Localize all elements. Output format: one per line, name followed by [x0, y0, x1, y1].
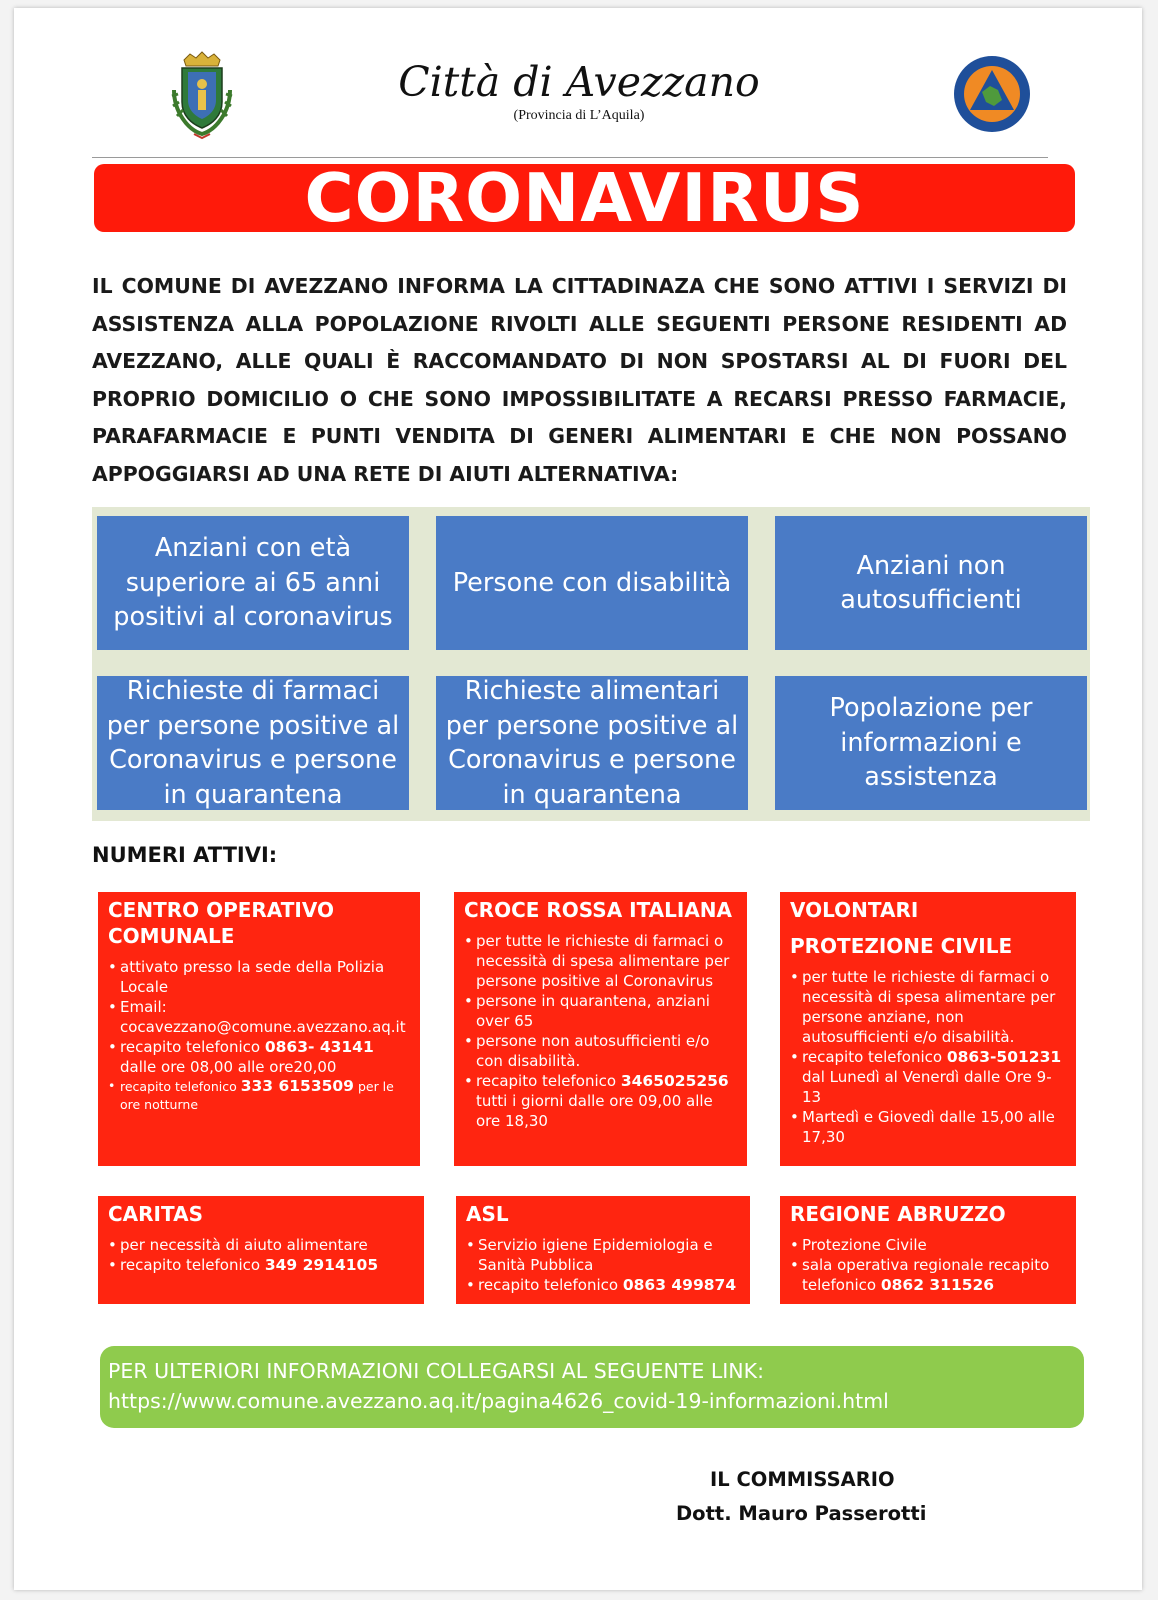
info-text: PER ULTERIORI INFORMAZIONI COLLEGARSI AL SEGUENTE LINK:: [108, 1359, 764, 1383]
category-box: Anziani non autosufficienti: [775, 516, 1087, 650]
contact-item: • Email: cocavezzano@comune.avezzano.aq.it: [108, 997, 412, 1037]
phone-number: 333 6153509: [240, 1077, 354, 1095]
signature-name: Dott. Mauro Passerotti: [676, 1502, 927, 1525]
contact-item: • attivato presso la sede della Polizia Locale: [108, 957, 412, 997]
numbers-heading: NUMERI ATTIVI:: [92, 843, 278, 867]
header-divider: [92, 157, 1048, 158]
signature-role: IL COMMISSARIO: [710, 1468, 895, 1491]
phone-number: 0862 311526: [880, 1276, 995, 1294]
city-title: Città di Avezzano: [398, 58, 760, 106]
phone-number: 349 2914105: [264, 1256, 379, 1274]
contact-title: CROCE ROSSA ITALIANA: [464, 898, 733, 922]
info-link[interactable]: https://www.comune.avezzano.aq.it/pagina4626_covid-19-informazioni.html: [108, 1389, 889, 1413]
contact-title: CARITAS: [108, 1202, 203, 1226]
contact-item: • Servizio igiene Epidemiologia e Sanità Pubblica: [466, 1235, 742, 1275]
intro-paragraph: IL COMUNE DI AVEZZANO INFORMA LA CITTADINAZA CHE SONO ATTIVI I SERVIZI DI ASSISTENZA ALLA POPOLAZIONE RIVOLTI ALLE SEGUENTI PERSONE RESIDENTI AD AVEZZANO, ALLE QUALI È RACCOMANDATO DI NON SPOSTARSI AL DI FUORI DEL PROPRIO DOMICILIO O CHE SONO IMPOSSIBILITATE A RECARSI PRESSO FARMACIE, PARAFARMACIE E PUNTI VENDITA DI GENERI ALIMENTARI E CHE NON POSSANO APPOGGIARSI AD UNA RETE DI AIUTI ALTERNATIVA:: [92, 274, 1067, 486]
contact-item: • per necessità di aiuto alimentare: [108, 1235, 416, 1255]
contact-item: • persone non autosufficienti e/o con disabilità.: [464, 1031, 739, 1071]
contact-box-asl: [456, 1196, 750, 1304]
contact-subtitle: PROTEZIONE CIVILE: [790, 934, 1013, 958]
category-box: Persone con disabilità: [436, 516, 748, 650]
contact-box-caritas: [98, 1196, 424, 1304]
contact-item: • recapito telefonico 333 6153509 per le ore notturne: [108, 1077, 412, 1114]
contact-box-centro-operativo: [98, 892, 420, 1166]
contact-box-volontari: [780, 892, 1076, 1166]
contact-item: • persone in quarantena, anziani over 65: [464, 991, 739, 1031]
contact-item: • per tutte le richieste di farmaci o necessità di spesa alimentare per persone positive al Coronavirus: [464, 931, 739, 991]
contact-item: • recapito telefonico 3465025256 tutti i giorni dalle ore 09,00 alle ore 18,30: [464, 1071, 739, 1131]
contact-title: CENTRO OPERATIVO COMUNALE: [108, 898, 334, 948]
contact-title: VOLONTARI: [790, 898, 919, 922]
contact-item: • sala operativa regionale recapito telefonico 0862 311526: [790, 1255, 1068, 1295]
phone-number: 0863 499874: [622, 1276, 737, 1294]
category-box: Richieste di farmaci per persone positive al Coronavirus e persone in quarantena: [97, 676, 409, 810]
category-box: Popolazione per informazioni e assistenza: [775, 676, 1087, 810]
category-box: Richieste alimentari per persone positive al Coronavirus e persone in quarantena: [436, 676, 748, 810]
phone-number: 0863-501231: [946, 1048, 1062, 1066]
info-link-bar: [100, 1346, 1084, 1428]
contact-item: • recapito telefonico 349 2914105: [108, 1255, 416, 1275]
contact-item: • recapito telefonico 0863- 43141 dalle ore 08,00 alle ore20,00: [108, 1037, 412, 1077]
contact-box-regione-abruzzo: [780, 1196, 1076, 1304]
contact-item: • per tutte le richieste di farmaci o necessità di spesa alimentare per persone anziane, non autosufficienti e/o disabilità.: [790, 967, 1068, 1047]
province-subtitle: (Provincia di L’Aquila): [513, 108, 645, 123]
contact-item: • Martedì e Giovedì dalle 15,00 alle 17,30: [790, 1107, 1068, 1147]
phone-number: 3465025256: [620, 1072, 729, 1090]
contact-title: ASL: [466, 1202, 509, 1226]
contact-title: REGIONE ABRUZZO: [790, 1202, 1006, 1226]
phone-number: 0863- 43141: [264, 1038, 374, 1056]
contact-item: • Protezione Civile: [790, 1235, 1068, 1255]
category-box: Anziani con età superiore ai 65 anni positivi al coronavirus: [97, 516, 409, 650]
coronavirus-banner: CORONAVIRUS: [94, 164, 1075, 232]
contact-item: • recapito telefonico 0863-501231 dal Lunedì al Venerdì dalle Ore 9-13: [790, 1047, 1068, 1107]
contact-box-croce-rossa: [454, 892, 747, 1166]
contact-item: • recapito telefonico 0863 499874: [466, 1275, 742, 1295]
